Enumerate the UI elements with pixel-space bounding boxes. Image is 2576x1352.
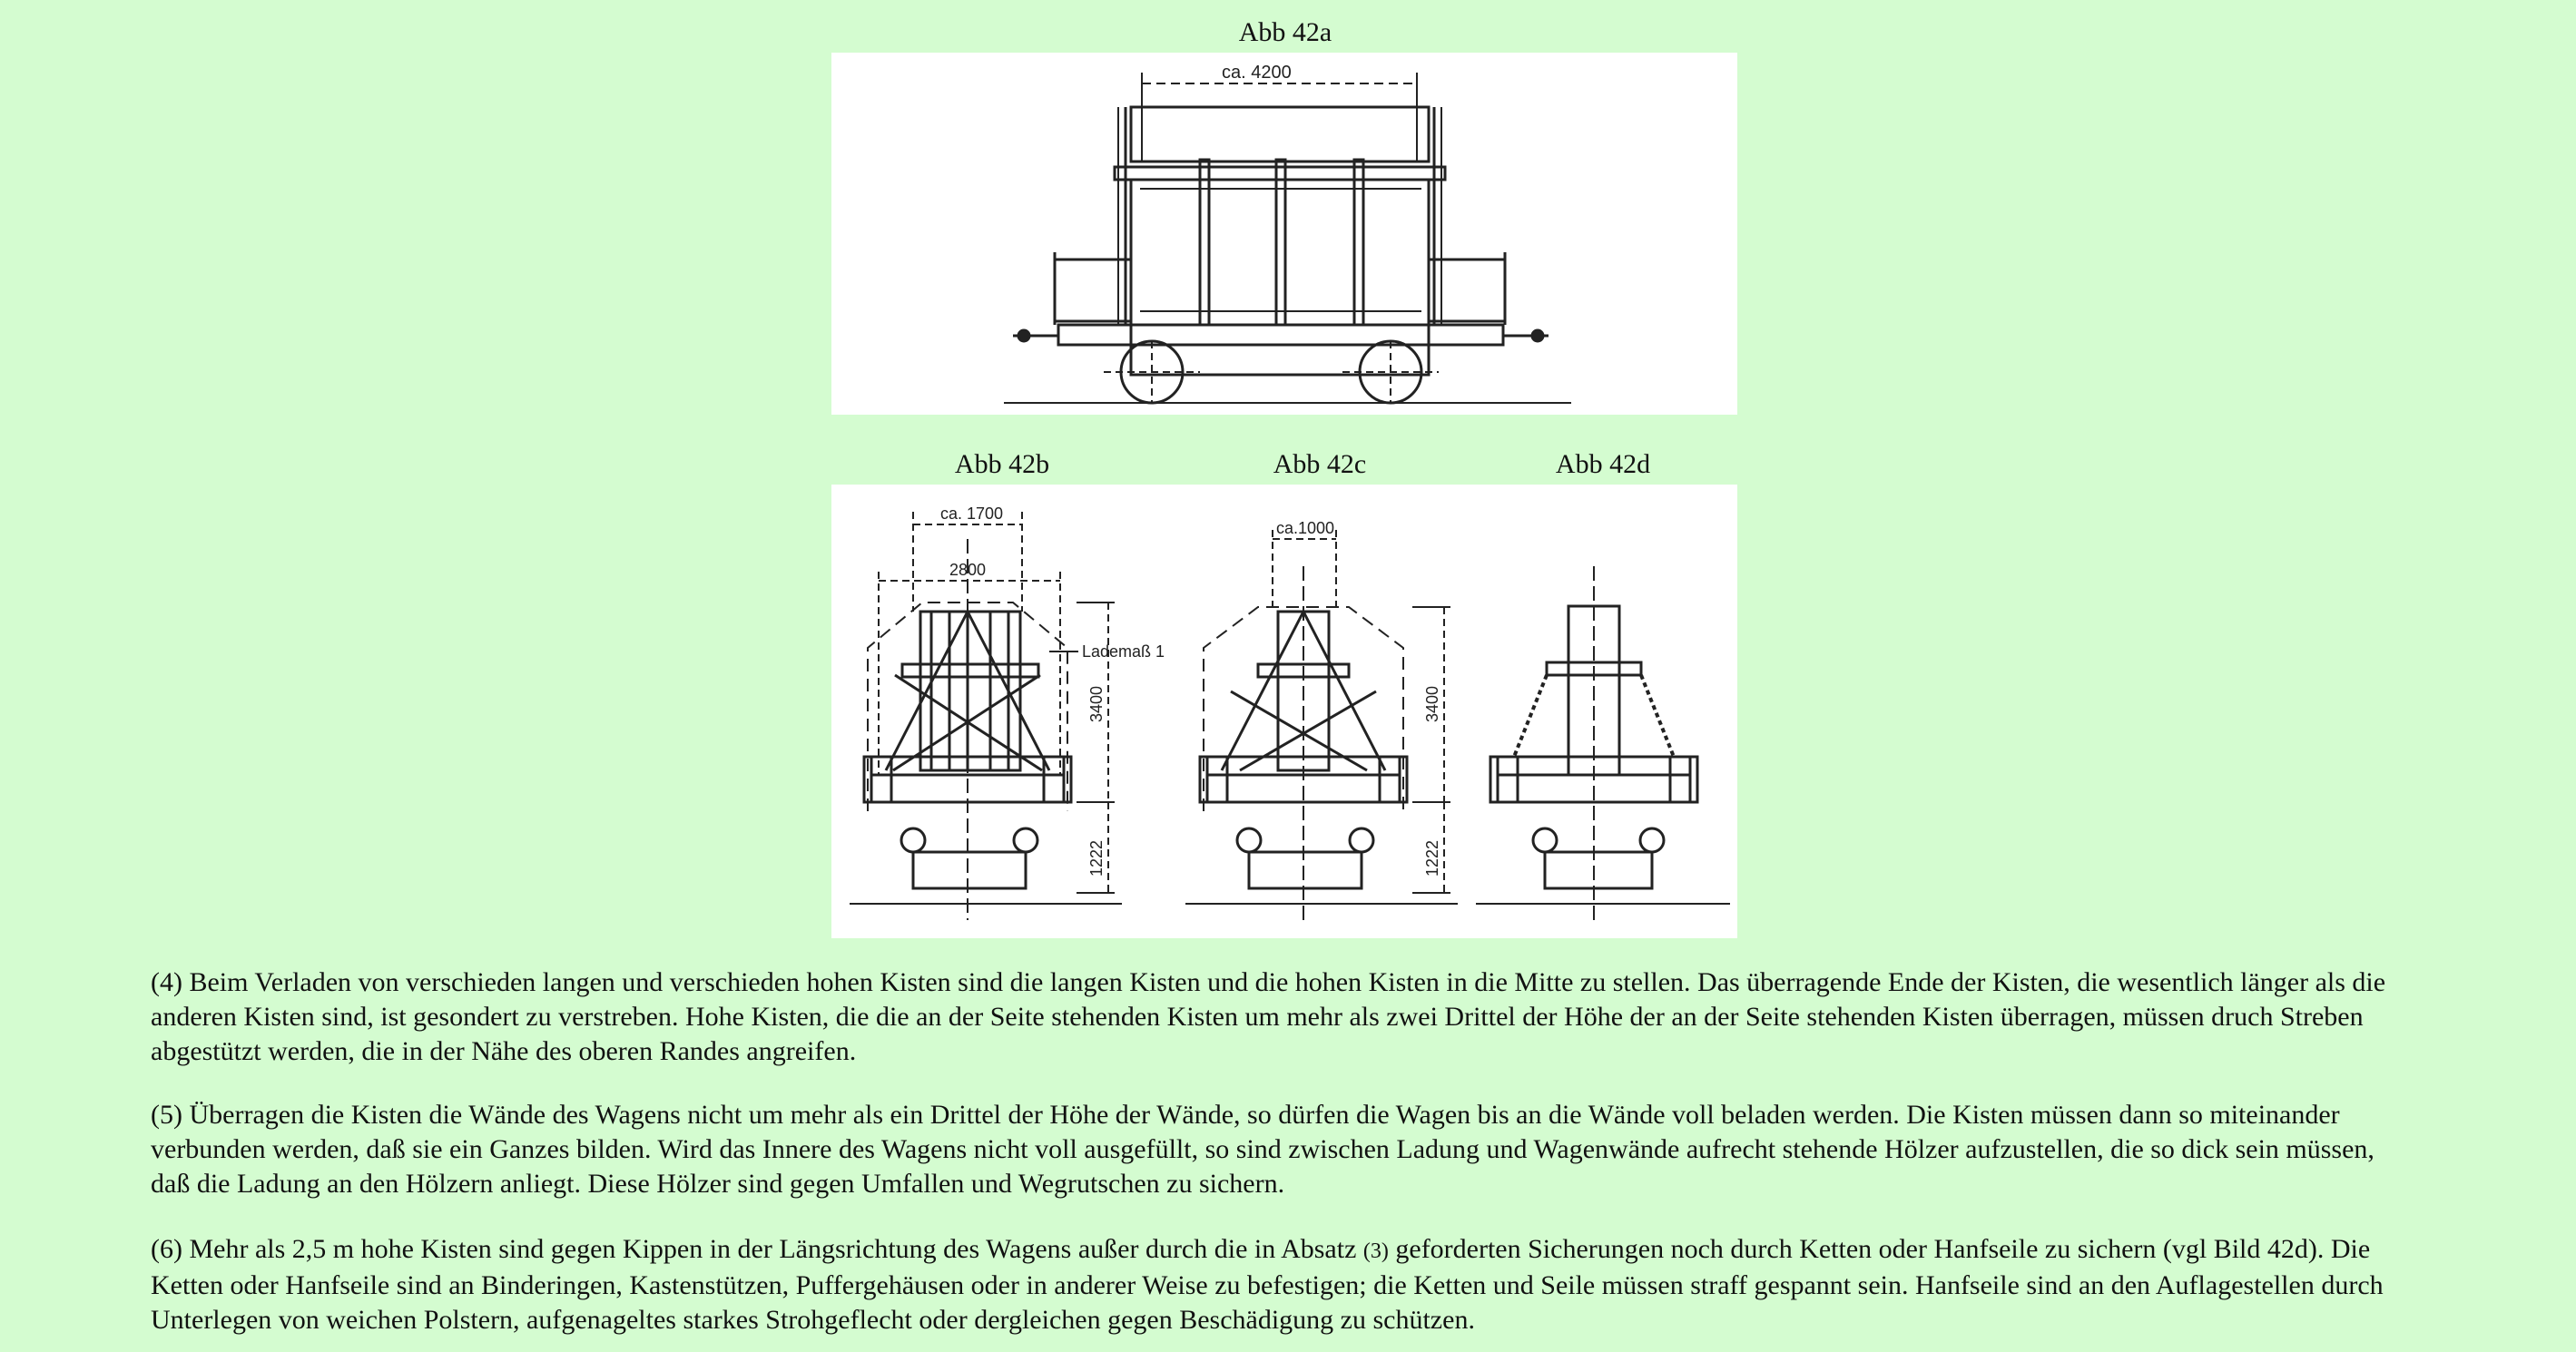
paragraph-6-part-1: (6) Mehr als 2,5 m hohe Kisten sind gegen Kippen in der Längsrichtung des Wagens außer durch die in Absatz <box>151 1234 1363 1264</box>
dim-top-width-label-c: ca.1000 <box>1276 519 1335 537</box>
dim-length-label: ca. 4200 <box>1222 63 1292 83</box>
figure-42a-wagon-side-view <box>831 53 1737 415</box>
figure-caption-42d: Abb 42d <box>1555 449 1651 479</box>
paragraph-5: (5) Überragen die Kisten die Wände des Wagens nicht um mehr als ein Drittel der Höhe der Wände, so dürfen die Wagen bis an die Wände voll beladen werden. Die Kisten müssen dann so miteinander verbunden werden, daß sie ein Ganzes bilden. Wird das Innere des Wagens nicht voll ausgefüllt, so sind zwischen Ladung und Wagenwände aufrecht stehende Hölzer aufzustellen, die so dick sein müssen, daß die Ladung an den Hölzern anliegt. Diese Hölzer sind gegen Umfallen und Wegrutschen zu sichern. <box>151 1100 2374 1199</box>
dim-height-label-b: 3400 <box>1087 685 1106 722</box>
dim-height-label-c: 3400 <box>1423 685 1441 722</box>
paragraph-4: (4) Beim Verladen von verschieden langen und verschieden hohen Kisten sind die langen Kisten und die hohen Kisten in die Mitte zu stellen. Das überragende Ende der Kisten, die wesentlich länger als die anderen Kisten sind, ist gesondert zu verstreben. Hohe Kisten, die die an der Seite stehenden Kisten um mehr als zwei Drittel der Höhe der an der Seite stehenden Kisten überragen, müssen druch Streben abgestützt werden, die in der Nähe des oberen Randes angreifen. <box>151 967 2386 1066</box>
dim-deck-label-b: 1222 <box>1087 839 1106 877</box>
figure-42bcd-end-views <box>831 485 1737 938</box>
dim-width-label-b: 2800 <box>949 561 987 579</box>
paragraph-6-reference: (3) <box>1362 1239 1389 1263</box>
loading-gauge-label: Lademaß 1 <box>1082 642 1165 661</box>
paragraph-6-part-2: geforderten Sicherungen noch durch Ketten oder Hanfseile zu sichern (vgl Bild 42d). Die Ketten oder Hanfseile sind an Binderingen, Kastenstützen, Puffergehäusen oder in anderer Weise zu befestigen; die Ketten und Seile müssen straff gespannt sein. Hanfseile sind an den Auflagestellen durch Unterlegen von weichen Polstern, aufgenageltes starkes Strohgeflecht oder dergleichen gegen Beschädigung zu schützen. <box>151 1234 2384 1335</box>
wagon-side-drawing <box>831 53 1737 415</box>
paragraph-6 <box>151 1232 2420 1337</box>
figure-caption-42c: Abb 42c <box>1273 449 1367 479</box>
dim-top-width-label-b: ca. 1700 <box>940 505 1004 523</box>
figure-caption-42b: Abb 42b <box>954 449 1050 479</box>
dim-deck-label-c: 1222 <box>1423 839 1441 877</box>
figure-caption-42a: Abb 42a <box>1238 17 1332 47</box>
wagon-end-views-drawing <box>831 485 1737 938</box>
